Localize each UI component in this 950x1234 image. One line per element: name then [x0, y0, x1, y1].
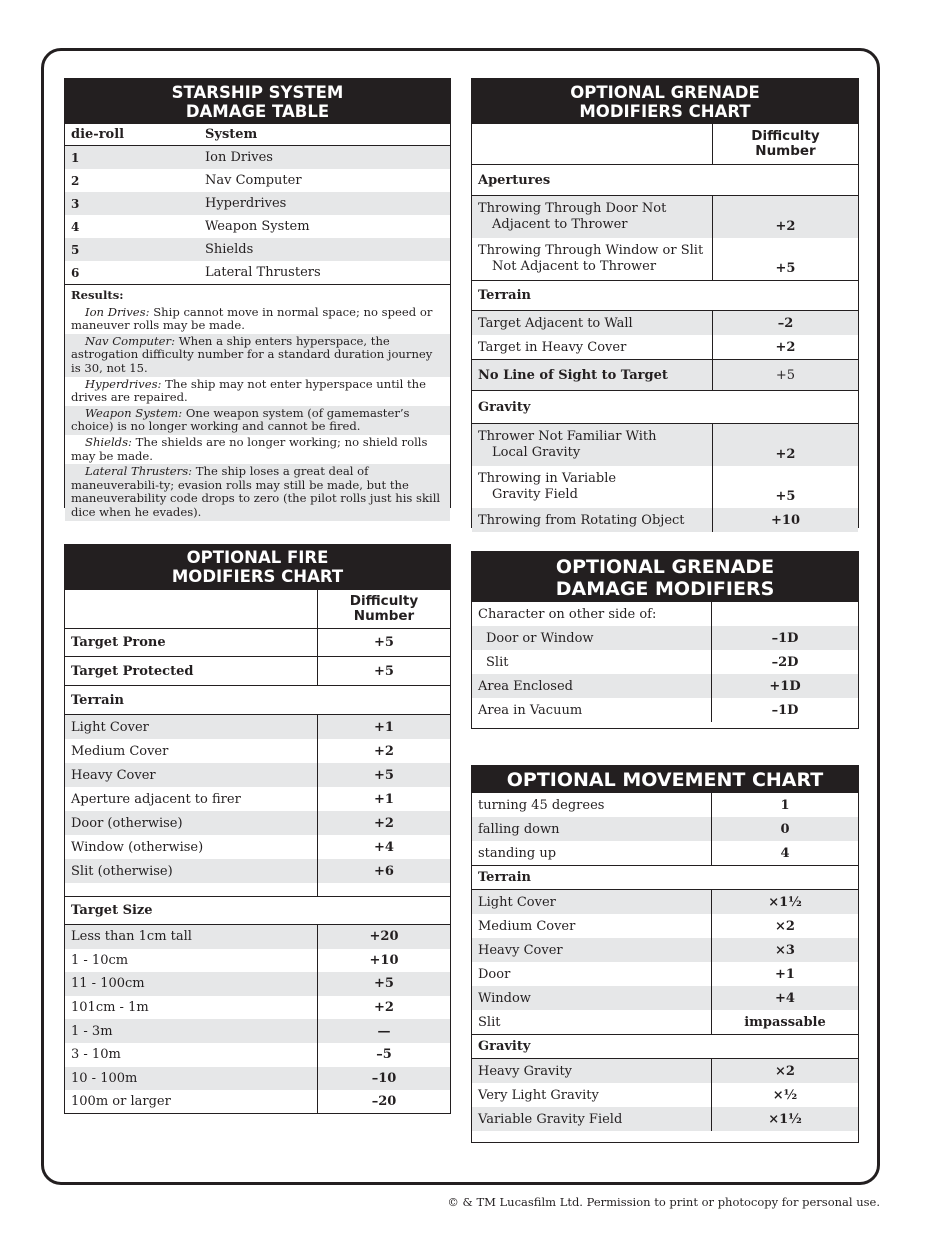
movement-title: OPTIONAL MOVEMENT CHART — [506, 769, 824, 791]
system-name: Lateral Thrusters — [205, 265, 321, 280]
system-name: Hyperdrives — [205, 196, 287, 211]
table-row — [472, 674, 858, 698]
row-value: ×1½ — [711, 1107, 858, 1131]
row-value: +10 — [317, 949, 450, 973]
row-value: +5 — [712, 360, 858, 390]
section-label: Apertures — [478, 172, 551, 188]
result-text: The ship loses a great deal of maneuverabili-ty; evasion rolls may still be made, but the maneuverability code drops to zero (the pilot rolls just his skill dice when he evades). — [71, 464, 441, 519]
table-row — [472, 196, 858, 238]
table-row — [472, 1083, 858, 1107]
row-label-line1: Throwing in Variable — [478, 471, 617, 486]
movement-terrain-heading — [472, 865, 858, 890]
gdamage-header — [472, 552, 858, 602]
row-value: +5 — [317, 629, 450, 656]
result-text: Ship cannot move in normal space; no speed or maneuver rolls may be made. — [71, 304, 433, 333]
row-label: 101cm - 1m — [71, 1000, 149, 1016]
system-name: Ion Drives — [205, 150, 273, 165]
row-label: Light Cover — [478, 894, 556, 910]
row-value: +5 — [317, 972, 450, 996]
grenade-modifiers-chart — [471, 78, 859, 528]
die-roll-value: 6 — [71, 265, 80, 280]
row-value: +2 — [317, 739, 450, 763]
table-row — [472, 335, 858, 359]
damage-row — [65, 238, 450, 261]
table-row — [65, 972, 450, 996]
fire-terrain-rows — [65, 715, 450, 883]
row-value: +5 — [317, 763, 450, 787]
table-row — [472, 962, 858, 986]
result-entry — [65, 435, 450, 464]
table-row — [472, 890, 858, 914]
row-label: Target Protected — [71, 663, 194, 679]
row-value: — — [317, 1019, 450, 1043]
table-row — [472, 626, 858, 650]
row-value: +4 — [317, 835, 450, 859]
fire-dn-line1: Difficulty — [349, 593, 419, 609]
row-label: Aperture adjacent to firer — [71, 791, 241, 807]
damage-results — [65, 284, 450, 521]
gdamage-title-line1: OPTIONAL GRENADE — [555, 556, 775, 578]
table-row — [472, 938, 858, 962]
row-value: ×½ — [711, 1083, 858, 1107]
die-roll-value: 2 — [71, 173, 80, 188]
result-term: Shields: — [85, 434, 132, 449]
result-text: When a ship enters hyperspace, the astrogation difficulty number for a standard duration journey is 30, not 15. — [71, 333, 433, 375]
row-label-line2: Local Gravity — [492, 445, 581, 460]
fire-row-target-protected — [65, 657, 450, 685]
fire-title-line2: MODIFIERS CHART — [171, 567, 344, 586]
table-row — [65, 1043, 450, 1067]
row-label: Variable Gravity Field — [478, 1111, 623, 1127]
system-name: Nav Computer — [205, 173, 302, 188]
row-value: –2 — [712, 311, 858, 335]
row-label — [472, 429, 712, 461]
table-row — [472, 466, 858, 508]
row-label: Light Cover — [71, 719, 149, 735]
row-label — [472, 201, 712, 233]
table-row — [472, 841, 858, 865]
grenade-header — [472, 79, 858, 124]
table-row — [65, 1067, 450, 1091]
row-value: ×2 — [711, 914, 858, 938]
row-label-line2: Gravity Field — [492, 487, 578, 502]
grenade-los-row — [472, 359, 858, 391]
grenade-terrain-rows — [472, 311, 858, 359]
section-label: Terrain — [478, 288, 531, 303]
grenade-dn-line1: Difficulty — [751, 128, 820, 144]
result-term: Ion Drives: — [85, 304, 150, 319]
damage-rows — [65, 146, 450, 284]
row-label: Window (otherwise) — [71, 839, 204, 855]
table-row — [472, 424, 858, 466]
table-row — [65, 1019, 450, 1043]
system-name: Shields — [205, 242, 254, 257]
gdamage-rows — [472, 626, 858, 722]
system-name: Weapon System — [205, 219, 310, 234]
row-label: Slit (otherwise) — [71, 863, 173, 879]
section-label: Target Size — [71, 903, 153, 918]
row-label: Slit — [478, 1014, 501, 1030]
row-value: +1D — [711, 674, 858, 698]
row-label: Heavy Cover — [478, 942, 563, 958]
row-label: falling down — [478, 821, 560, 837]
table-row — [65, 835, 450, 859]
row-label: Less than 1cm tall — [71, 929, 192, 945]
movement-gravity-heading — [472, 1034, 858, 1059]
row-label-line1: Throwing Through Door Not — [478, 201, 667, 216]
die-roll-value: 1 — [71, 150, 80, 165]
die-roll-value: 3 — [71, 196, 80, 211]
row-value: –20 — [317, 1090, 450, 1114]
row-label: 100m or larger — [71, 1094, 171, 1110]
row-label: Area Enclosed — [478, 678, 573, 694]
fire-dn-line2: Number — [353, 608, 415, 624]
row-label-line2: Adjacent to Thrower — [492, 217, 628, 232]
results-label: Results: — [71, 288, 124, 302]
fire-row-target-prone — [65, 629, 450, 657]
result-entry — [65, 305, 450, 334]
damage-row — [65, 192, 450, 215]
result-text: One weapon system (of gamemaster’s choice) is no longer working and cannot be fired. — [71, 405, 410, 434]
row-value: +5 — [712, 466, 858, 508]
damage-col-headers — [65, 124, 450, 146]
table-row — [65, 811, 450, 835]
fire-modifiers-chart — [64, 544, 451, 1114]
row-label: turning 45 degrees — [478, 797, 605, 813]
table-row — [65, 739, 450, 763]
table-row — [472, 793, 858, 817]
grenade-terrain-heading — [472, 280, 858, 311]
row-value: +2 — [712, 196, 858, 238]
row-label: Door (otherwise) — [71, 815, 183, 831]
row-value: ×1½ — [711, 890, 858, 914]
gdamage-title-line2: DAMAGE MODIFIERS — [555, 578, 775, 600]
row-label-line2: Not Adjacent to Thrower — [492, 259, 657, 274]
grenade-title-line1: OPTIONAL GRENADE — [570, 83, 760, 102]
die-roll-value: 5 — [71, 242, 80, 257]
result-entry — [65, 406, 450, 435]
section-label: Terrain — [478, 870, 531, 885]
fire-terrain-heading — [65, 685, 450, 715]
row-value: +1 — [317, 787, 450, 811]
row-value: –5 — [317, 1043, 450, 1067]
row-label: Door or Window — [486, 630, 594, 646]
result-entry — [65, 377, 450, 406]
movement-header — [472, 766, 858, 793]
row-value: impassable — [711, 1010, 858, 1034]
row-label: Door — [478, 966, 511, 982]
fire-size-rows — [65, 925, 450, 1114]
section-label: Gravity — [478, 399, 531, 415]
row-value: +1 — [711, 962, 858, 986]
table-row — [472, 1059, 858, 1083]
result-text: The shields are no longer working; no shield rolls may be made. — [71, 434, 428, 463]
grenade-title-line2: MODIFIERS CHART — [579, 102, 751, 121]
result-entry — [65, 334, 450, 377]
row-value: +2 — [712, 424, 858, 466]
damage-table-header — [65, 79, 450, 124]
result-text: The ship may not enter hyperspace until the drives are repaired. — [71, 376, 426, 405]
result-term: Hyperdrives: — [85, 376, 162, 391]
row-label: 1 - 3m — [71, 1023, 113, 1039]
row-label: Target Prone — [71, 635, 166, 650]
row-label: Medium Cover — [478, 918, 576, 934]
row-label — [472, 243, 712, 275]
grenade-apertures-heading — [472, 164, 858, 196]
table-row — [472, 914, 858, 938]
row-value: 4 — [711, 841, 858, 865]
row-value: +10 — [712, 508, 858, 532]
row-value: 1 — [711, 793, 858, 817]
table-row — [472, 311, 858, 335]
row-label: Slit — [486, 654, 509, 670]
row-label: Throwing from Rotating Object — [478, 512, 685, 528]
row-label: Heavy Cover — [71, 767, 156, 783]
grenade-damage-modifiers — [471, 551, 859, 729]
row-value: +2 — [317, 811, 450, 835]
table-row — [65, 949, 450, 973]
movement-basic-rows — [472, 793, 858, 865]
die-roll-value: 4 — [71, 219, 80, 234]
table-row — [472, 1107, 858, 1131]
fire-title-line1: OPTIONAL FIRE — [186, 548, 329, 567]
damage-row — [65, 146, 450, 169]
section-label: Gravity — [478, 1039, 531, 1054]
table-row — [472, 698, 858, 722]
result-term: Nav Computer: — [85, 333, 175, 348]
result-entry — [65, 464, 450, 520]
fire-dn-header — [65, 590, 450, 629]
movement-gravity-rows — [472, 1059, 858, 1131]
row-value: +2 — [712, 335, 858, 359]
fire-size-heading — [65, 896, 450, 925]
row-label: 3 - 10m — [71, 1047, 121, 1063]
copyright-notice: © & TM Lucasfilm Ltd. Permission to print or photocopy for personal use. — [447, 1195, 880, 1209]
row-value: –1D — [711, 626, 858, 650]
result-term: Lateral Thrusters: — [85, 464, 193, 479]
damage-title-line2: DAMAGE TABLE — [185, 102, 330, 121]
fire-header — [65, 545, 450, 590]
row-label-line1: Throwing Through Window or Slit — [478, 243, 704, 258]
damage-row — [65, 261, 450, 284]
fire-spacer-row — [65, 883, 450, 896]
row-label: Target in Heavy Cover — [478, 339, 627, 355]
gdamage-intro-row — [472, 602, 858, 626]
table-row — [472, 986, 858, 1010]
row-value: 0 — [711, 817, 858, 841]
movement-terrain-rows — [472, 890, 858, 1034]
starship-damage-table — [64, 78, 451, 519]
grenade-dn-cell — [712, 124, 858, 164]
row-value: –10 — [317, 1067, 450, 1091]
row-value: +1 — [317, 715, 450, 739]
row-label: Target Adjacent to Wall — [478, 315, 633, 331]
row-value: –2D — [711, 650, 858, 674]
table-row — [65, 763, 450, 787]
row-label: Character on other side of: — [478, 606, 657, 622]
table-row — [65, 996, 450, 1020]
row-label: 11 - 100cm — [71, 976, 145, 992]
row-label: standing up — [478, 845, 557, 861]
grenade-gravity-rows — [472, 424, 858, 508]
row-label: Medium Cover — [71, 743, 169, 759]
result-term: Weapon System: — [85, 405, 183, 420]
row-label-line1: Thrower Not Familiar With — [478, 429, 657, 444]
grenade-gravity-heading — [472, 391, 858, 424]
damage-row — [65, 169, 450, 192]
table-row — [65, 787, 450, 811]
row-value: +4 — [711, 986, 858, 1010]
grenade-dn-header — [472, 124, 858, 164]
row-value: ×3 — [711, 938, 858, 962]
table-row — [65, 859, 450, 883]
fire-dn-cell — [317, 590, 450, 628]
grenade-dn-line2: Number — [755, 143, 816, 159]
col-die-roll: die-roll — [71, 127, 125, 142]
row-value: ×2 — [711, 1059, 858, 1083]
table-row — [65, 1090, 450, 1114]
table-row — [472, 1010, 858, 1034]
damage-row — [65, 215, 450, 238]
section-label: Terrain — [71, 692, 124, 708]
grenade-aperture-rows — [472, 196, 858, 280]
table-row — [472, 650, 858, 674]
row-value: +6 — [317, 859, 450, 883]
table-row — [65, 925, 450, 949]
row-value: +20 — [317, 925, 450, 949]
col-system: System — [205, 127, 258, 142]
row-label: 1 - 10cm — [71, 952, 129, 968]
row-label: Very Light Gravity — [478, 1087, 599, 1103]
grenade-rotating-row — [472, 508, 858, 532]
movement-chart — [471, 765, 859, 1143]
row-value: +5 — [317, 657, 450, 685]
table-row — [472, 817, 858, 841]
row-label — [472, 471, 712, 503]
row-value: +2 — [317, 996, 450, 1020]
row-label: Area in Vacuum — [478, 702, 583, 718]
row-value: +5 — [712, 238, 858, 280]
row-label: Window — [478, 990, 531, 1006]
damage-title-line1: STARSHIP SYSTEM — [171, 83, 344, 102]
table-row — [472, 238, 858, 280]
row-label: No Line of Sight to Target — [478, 367, 668, 383]
table-row — [65, 715, 450, 739]
row-label: 10 - 100m — [71, 1070, 138, 1086]
row-label: Heavy Gravity — [478, 1063, 573, 1079]
row-value: –1D — [711, 698, 858, 722]
